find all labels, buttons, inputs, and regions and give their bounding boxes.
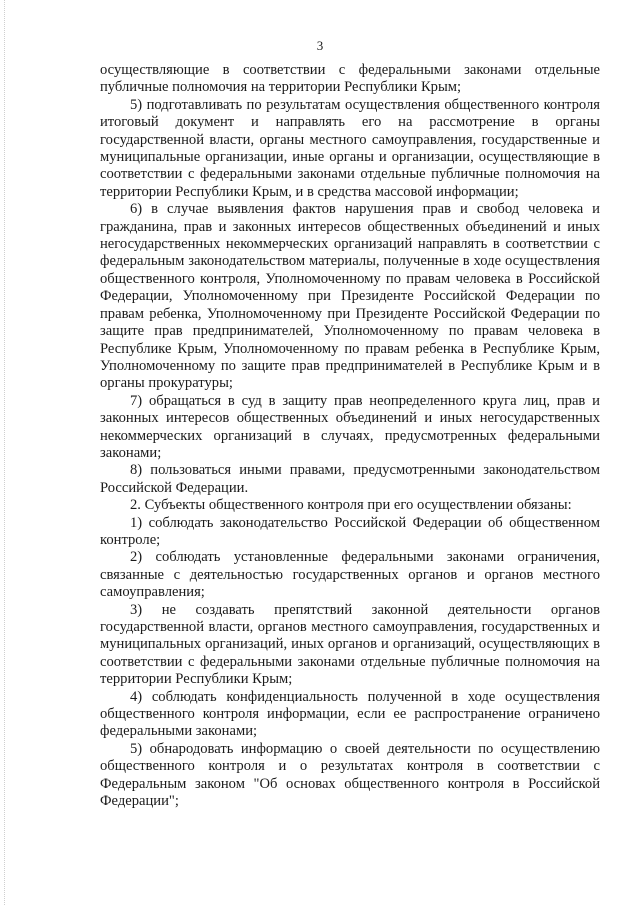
paragraph-section-2: 2. Субъекты общественного контроля при его осуществлении обязаны: [130,497,572,514]
paragraph-item-8: 8) пользоваться иными правами, предусмотренными законодательством Российской Федерации. [100,462,600,496]
paragraph-continuation: осуществляющие в соответствии с федеральными законами отдельные публичные полномочия на территории Республики Крым; [100,62,600,96]
paragraph-item-6: 6) в случае выявления фактов нарушения прав и свобод человека и гражданина, прав и законных интересов общественных объединений и иных негосударственных некоммерческих организаций направлять в соответствии с федеральным законодательством материалы, полученные в ходе осуществления общественного контроля, Уполномоченному по правам человека в Российской Федерации, Уполномоченному при Президенте Российской Федерации по правам ребенка, Уполномоченному при Президенте Российской Федерации по защите прав предпринимателей, Уполномоченному по правам человека в Республике Крым, Уполномоченному по правам ребенка в Республике Крым, Уполномоченному по защите прав предпринимателей в Республике Крым и в органы прокуратуры; [100,201,600,392]
scan-edge [4,0,6,905]
paragraph-duty-1: 1) соблюдать законодательство Российской Федерации об общественном контроле; [100,514,600,548]
paragraph-duty-5: 5) обнародовать информацию о своей деятельности по осуществлению общественного контроля и о результатах контроля в соответствии с Федеральным законом "Об основах общественного контроля в Российской Федерации"; [100,740,600,810]
paragraph-item-5: 5) подготавливать по результатам осуществления общественного контроля итоговый документ и направлять его на рассмотрение в органы государственной власти, органы местного самоуправления, государственные и муниципальные организации, иные органы и организации, осуществляющие в соответствии с федеральными законами отдельные публичные полномочия на территории Республики Крым, и в средства массовой информации; [100,96,600,200]
paragraph-item-7: 7) обращаться в суд в защиту прав неопределенного круга лиц, прав и законных интересов общественных объединений и иных негосударственных некоммерческих организаций в случаях, предусмотренных федеральными законами; [100,392,600,461]
paragraph-duty-2: 2) соблюдать установленные федеральными законами ограничения, связанные с деятельностью государственных органов и органов местного самоуправления; [100,549,600,601]
paragraph-duty-4: 4) соблюдать конфиденциальность полученной в ходе осуществления общественного контроля информации, если ее распространение ограничено федеральными законами; [100,688,600,740]
page-number: 3 [316,38,324,53]
paragraph-duty-3: 3) не создавать препятствий законной деятельности органов государственной власти, органов местного самоуправления, государственных и муниципальных организаций, иных органов и организаций, осуществляющих в соответствии с федеральными законами отдельные публичные полномочия на территории Республики Крым; [100,601,600,688]
document-body [100,62,600,810]
